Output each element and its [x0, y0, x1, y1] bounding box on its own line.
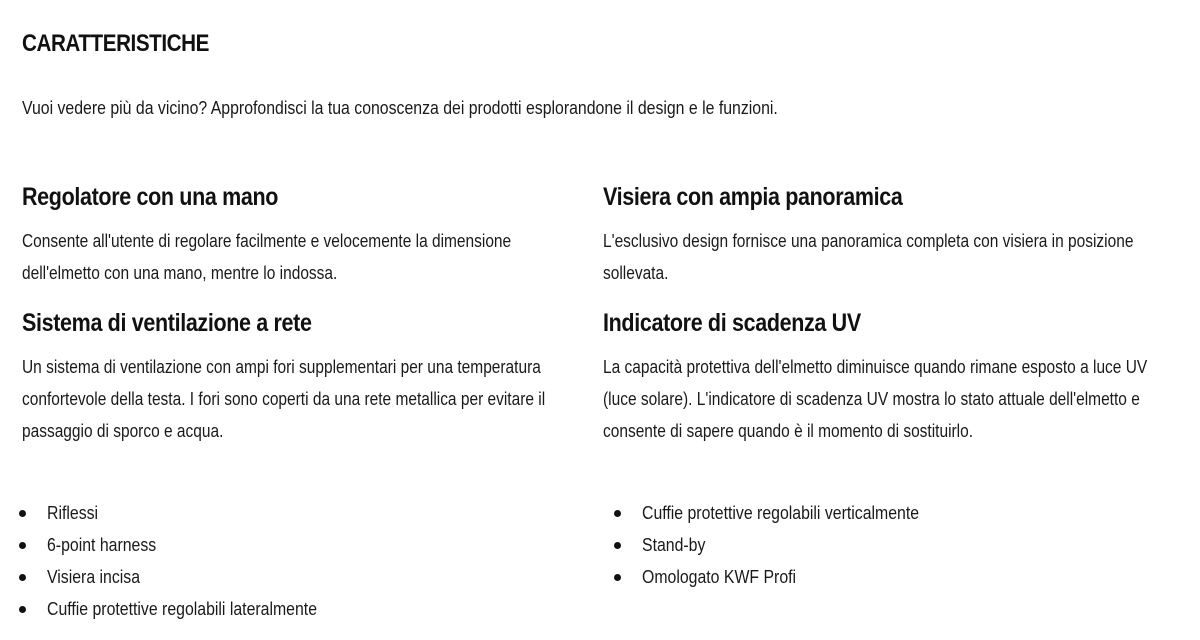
list-item: 6-point harness [19, 529, 354, 561]
bullet-icon [19, 542, 26, 549]
feature-title: Sistema di ventilazione a rete [22, 309, 312, 337]
feature-uv-indicator [603, 307, 1200, 447]
list-item: Riflessi [19, 497, 354, 529]
list-item: Cuffie protettive regolabili verticalmente [614, 497, 957, 529]
feature-text: L'esclusivo design fornisce una panoramica completa con visiera in posizione sollevata. [603, 231, 1134, 283]
list-item: Stand-by [614, 529, 957, 561]
section-intro: Vuoi vedere più da vicino? Approfondisci la tua conoscenza dei prodotti esplorandone il design e le funzioni. [22, 98, 778, 118]
bullet-icon [614, 510, 621, 517]
list-item: Visiera incisa [19, 561, 354, 593]
feature-text: La capacità protettiva dell'elmetto diminuisce quando rimane esposto a luce UV (luce solare). L'indicatore di scadenza UV mostra lo stato attuale dell'elmetto e consente di sapere quando è il momento di sostituirlo. [603, 357, 1148, 441]
bullet-icon [19, 574, 26, 581]
feature-wide-visor [603, 181, 1200, 289]
bullet-icon [19, 510, 26, 517]
feature-text: Un sistema di ventilazione con ampi fori supplementari per una temperatura confortevole della testa. I fori sono coperti da una rete metallica per evitare il passaggio di sporco e acqua. [22, 357, 546, 441]
list-item: Cuffie protettive regolabili lateralmente [19, 593, 354, 625]
feature-mesh-ventilation [22, 307, 662, 447]
feature-text: Consente all'utente di regolare facilmente e velocemente la dimensione dell'elmetto con una mano, mentre lo indossa. [22, 231, 512, 283]
list-item: Omologato KWF Profi [614, 561, 957, 593]
bullet-list-left [19, 497, 354, 625]
feature-title: Visiera con ampia panoramica [603, 183, 903, 211]
section-title: CARATTERISTICHE [22, 30, 209, 57]
feature-one-hand-adjuster [22, 181, 662, 289]
features-section [22, 0, 1182, 640]
feature-title: Indicatore di scadenza UV [603, 309, 861, 337]
bullet-list-right [614, 497, 957, 593]
bullet-icon [19, 606, 26, 613]
feature-title: Regolatore con una mano [22, 183, 279, 211]
bullet-icon [614, 574, 621, 581]
bullet-icon [614, 542, 621, 549]
